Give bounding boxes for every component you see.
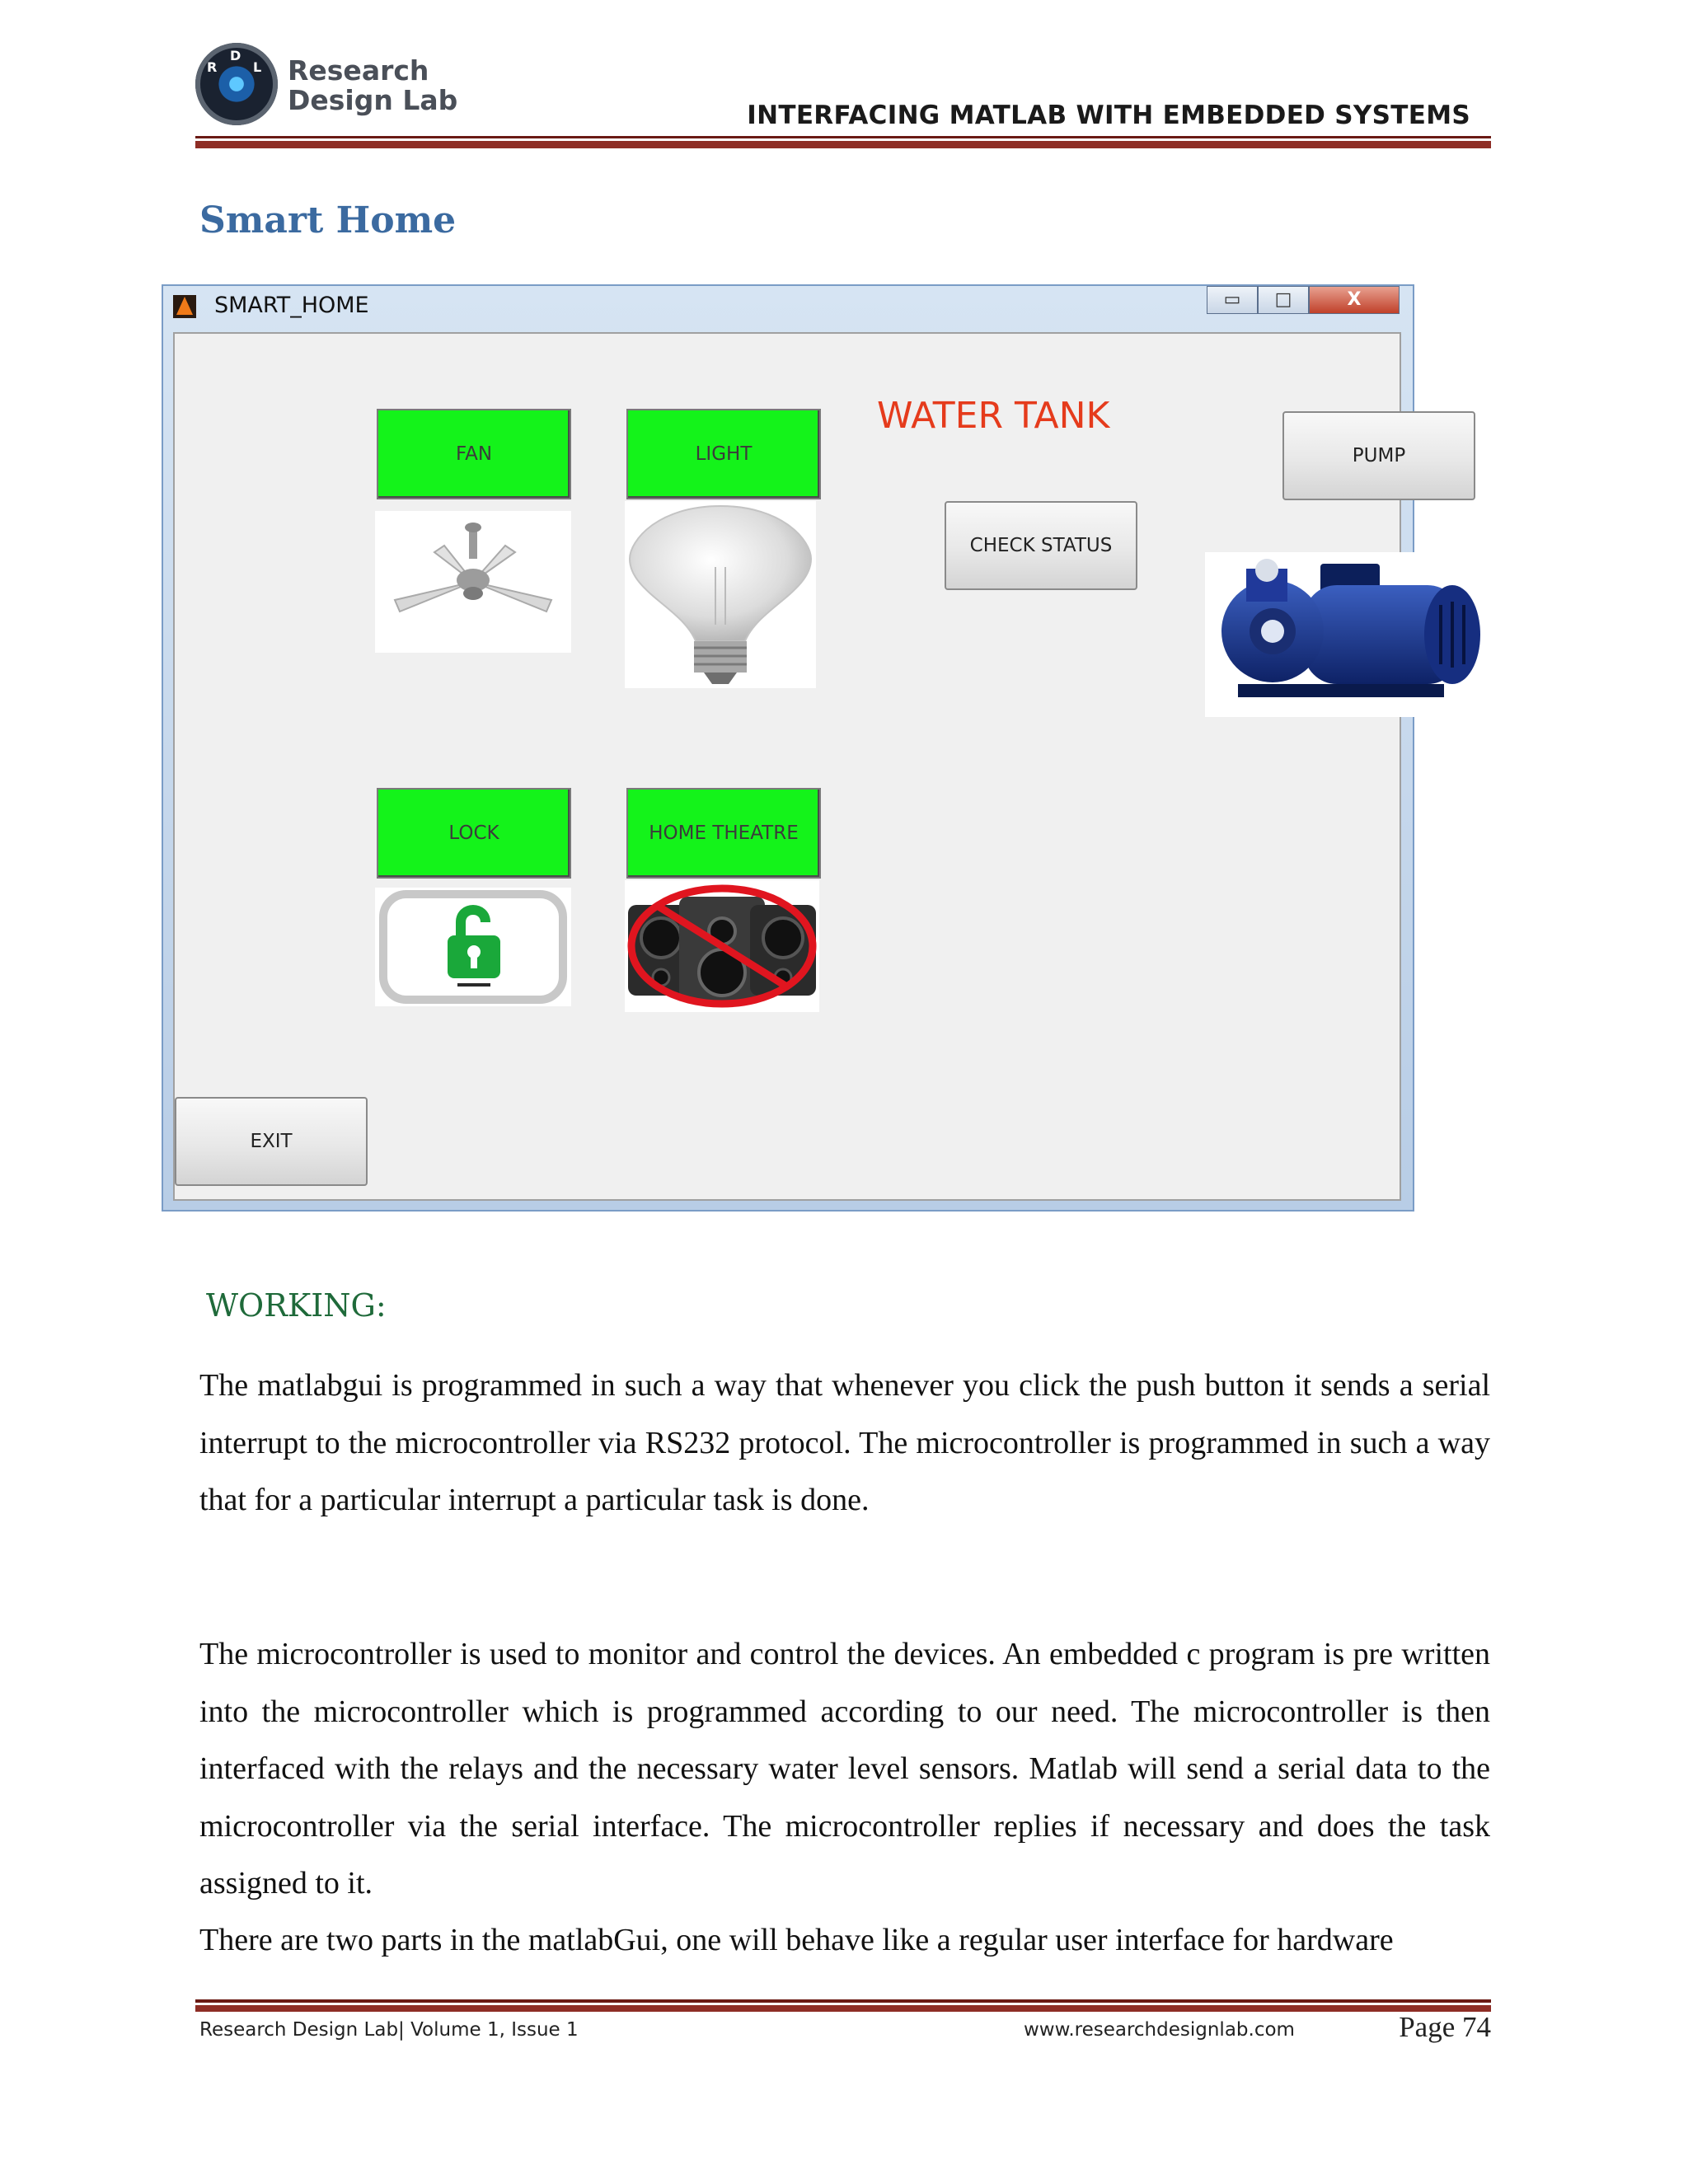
paragraph-1: The matlabgui is programmed in such a way that whenever you click the push button it sends a serial interrupt to the microcontroller via RS232 protocol. The microcontroller is programmed in such a way that for a particular interrupt a particular task is done.	[199, 1368, 1490, 1517]
paragraph-3: There are two parts in the matlabGui, one will behave like a regular user interface for hardware	[199, 1923, 1394, 1957]
header-title: INTERFACING MATLAB WITH EMBEDDED SYSTEMS	[747, 101, 1470, 130]
header-rule-thick	[195, 141, 1491, 148]
close-button[interactable]: X	[1309, 286, 1400, 314]
water-tank-label: WATER TANK	[877, 395, 1110, 437]
window-controls	[1207, 286, 1400, 316]
logo-name	[288, 56, 457, 115]
rdl-logo	[195, 43, 459, 129]
logo-letter-l: L	[253, 59, 262, 75]
home-theatre-button[interactable]: HOME THEATRE	[626, 788, 821, 879]
maximize-button[interactable]: □	[1258, 286, 1309, 314]
minimize-button[interactable]: ▭	[1207, 286, 1258, 314]
header-rule-thin	[195, 136, 1491, 138]
window-title: SMART_HOME	[214, 293, 369, 318]
footer-rule-thick	[195, 2005, 1491, 2012]
lock-image	[375, 888, 571, 1006]
water-pump-icon	[1205, 552, 1498, 717]
logo-line-1: Research	[288, 54, 429, 87]
check-status-button[interactable]: CHECK STATUS	[945, 501, 1137, 590]
logo-letter-d: D	[230, 48, 241, 63]
section-title: Smart Home	[199, 199, 457, 241]
lock-button[interactable]: LOCK	[377, 788, 571, 879]
light-button[interactable]: LIGHT	[626, 409, 821, 499]
footer-website-link[interactable]: www.researchdesignlab.com	[1024, 2019, 1295, 2041]
logo-letter-r: R	[207, 59, 218, 75]
exit-button[interactable]: EXIT	[175, 1097, 368, 1186]
matlab-icon	[173, 295, 196, 318]
window-client-area	[173, 332, 1406, 1201]
footer-rule-thin	[195, 1999, 1491, 2003]
working-heading: WORKING:	[206, 1287, 387, 1324]
unlock-icon	[375, 888, 571, 1006]
fan-image	[375, 511, 571, 653]
pump-button[interactable]: PUMP	[1282, 411, 1475, 500]
speakers-disabled-icon	[625, 880, 819, 1012]
window-titlebar[interactable]	[163, 286, 1413, 329]
smart-home-window	[162, 284, 1414, 1212]
ceiling-fan-icon	[375, 511, 571, 653]
fan-button[interactable]: FAN	[377, 409, 571, 499]
paragraph-2: The microcontroller is used to monitor and control the devices. An embedded c program is pre written into the microcontroller which is programmed according to our need. The microcontroller is then interfaced with the relays and the necessary water level sensors. Matlab will send a serial data to the microcontroller via the serial interface. The microcontroller replies if necessary and does the task assigned to it.	[199, 1637, 1490, 1900]
footer-publication: Research Design Lab| Volume 1, Issue 1	[199, 2019, 579, 2041]
logo-line-2: Design Lab	[288, 84, 458, 116]
light-bulb-icon	[625, 501, 816, 688]
home-theatre-image	[625, 880, 819, 1012]
page-number: Page 74	[1399, 2011, 1491, 2043]
light-image	[625, 501, 816, 688]
rdl-logo-badge	[195, 43, 278, 125]
pump-image	[1205, 552, 1498, 717]
